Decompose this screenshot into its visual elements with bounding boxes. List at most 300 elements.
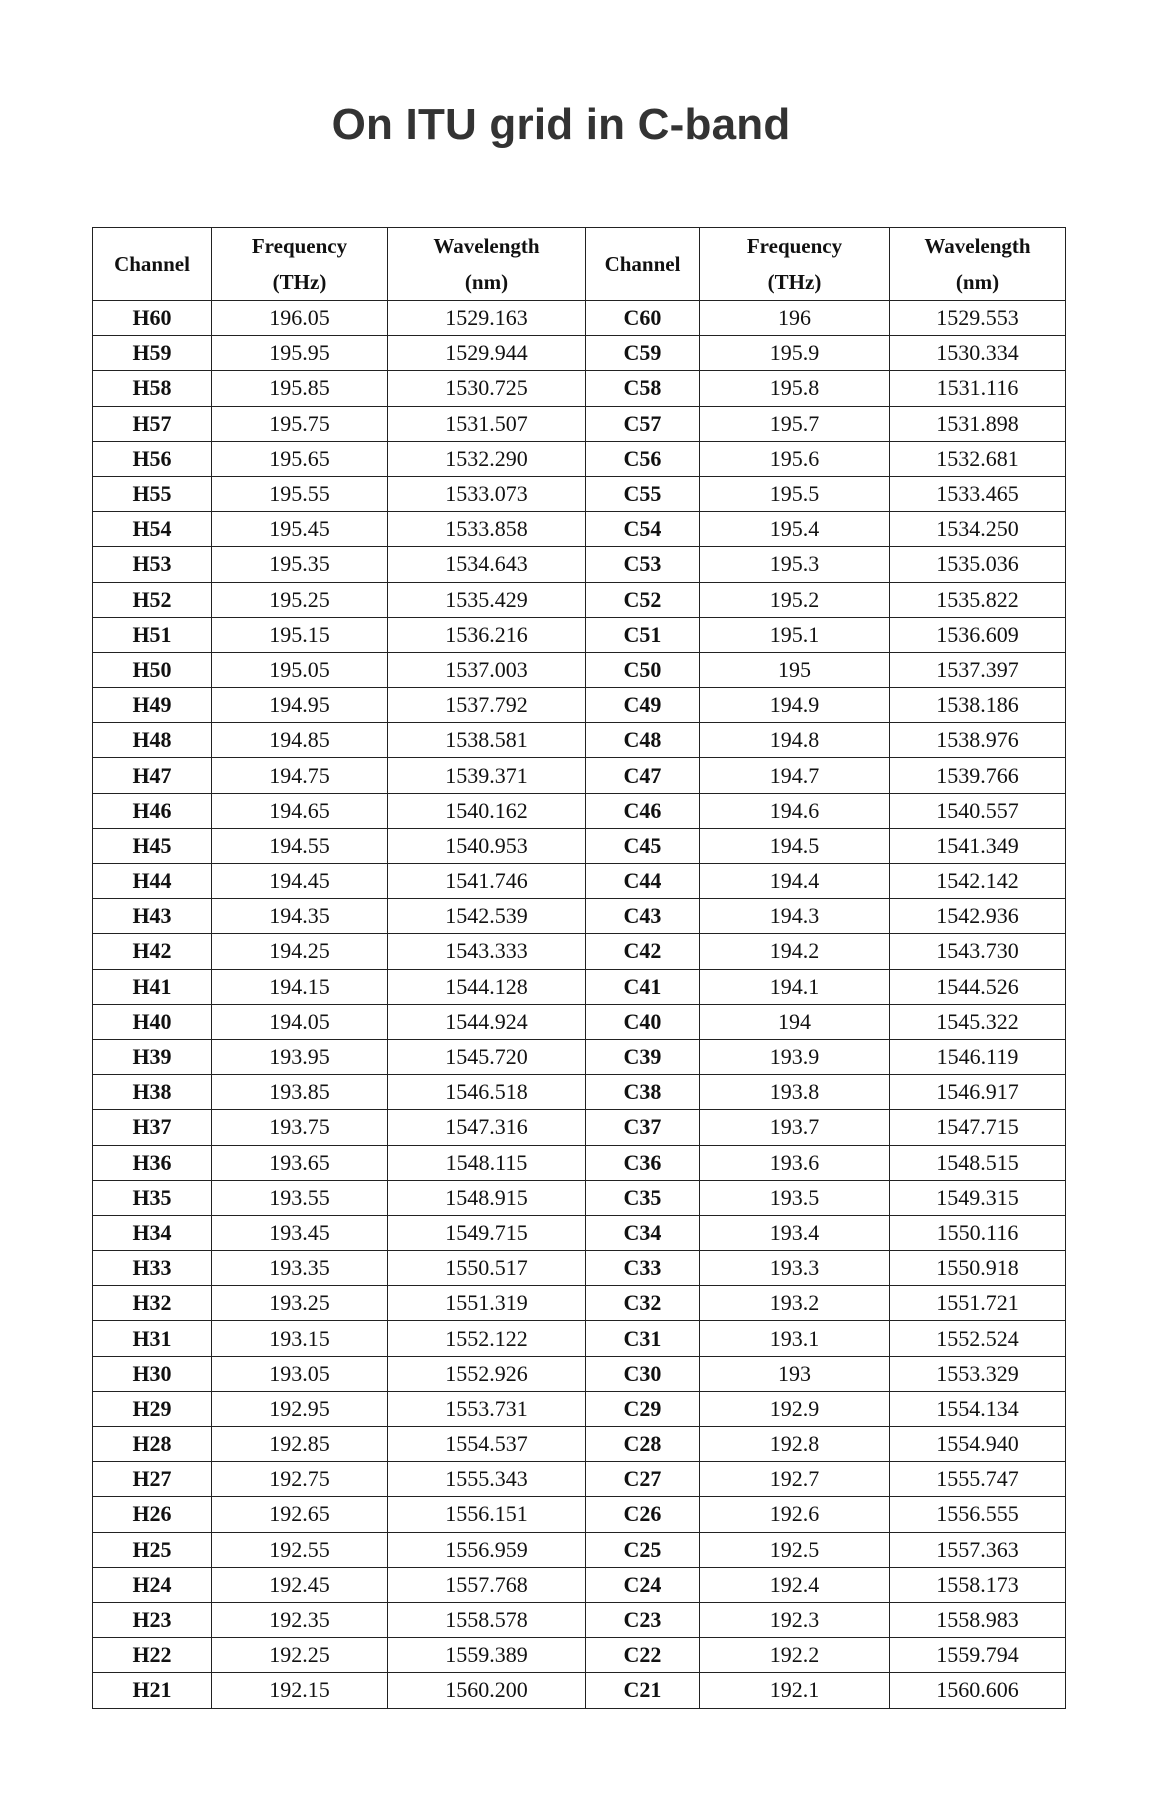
wavelength-c-cell: 1537.397 (890, 652, 1066, 687)
frequency-c-cell: 193.9 (700, 1039, 890, 1074)
wavelength-c-cell: 1549.315 (890, 1180, 1066, 1215)
channel-c-cell: C50 (586, 652, 700, 687)
table-header (93, 228, 1066, 301)
wavelength-c-cell: 1533.465 (890, 476, 1066, 511)
page-title: On ITU grid in C-band (331, 100, 791, 149)
frequency-c-cell: 192.4 (700, 1567, 890, 1602)
channel-h-cell: H24 (93, 1567, 212, 1602)
table-row (93, 1602, 1066, 1637)
channel-c-cell: C32 (586, 1286, 700, 1321)
channel-h-cell: H31 (93, 1321, 212, 1356)
channel-h-cell: H40 (93, 1004, 212, 1039)
header-wavelength-c (890, 228, 1066, 301)
frequency-h-cell: 195.45 (212, 512, 388, 547)
wavelength-h-cell: 1556.151 (388, 1497, 586, 1532)
frequency-h-cell: 192.35 (212, 1602, 388, 1637)
table-row (93, 1215, 1066, 1250)
frequency-h-cell: 192.15 (212, 1673, 388, 1708)
table-row (93, 1321, 1066, 1356)
wavelength-c-cell: 1542.936 (890, 899, 1066, 934)
channel-h-cell: H21 (93, 1673, 212, 1708)
channel-c-cell: C59 (586, 336, 700, 371)
channel-c-cell: C49 (586, 688, 700, 723)
wavelength-h-cell: 1534.643 (388, 547, 586, 582)
frequency-c-cell: 193.5 (700, 1180, 890, 1215)
wavelength-h-cell: 1544.924 (388, 1004, 586, 1039)
frequency-h-cell: 195.25 (212, 582, 388, 617)
frequency-c-cell: 195.9 (700, 336, 890, 371)
channel-c-cell: C39 (586, 1039, 700, 1074)
wavelength-c-cell: 1531.116 (890, 371, 1066, 406)
table-row (93, 1427, 1066, 1462)
channel-h-cell: H27 (93, 1462, 212, 1497)
channel-c-cell: C33 (586, 1251, 700, 1286)
channel-c-cell: C52 (586, 582, 700, 617)
header-frequency-unit: (THz) (767, 270, 822, 294)
frequency-c-cell: 193.4 (700, 1215, 890, 1250)
frequency-c-cell: 192.5 (700, 1532, 890, 1567)
channel-c-cell: C41 (586, 969, 700, 1004)
frequency-c-cell: 195.4 (700, 512, 890, 547)
frequency-h-cell: 192.75 (212, 1462, 388, 1497)
frequency-h-cell: 192.25 (212, 1638, 388, 1673)
header-wavelength-unit: (nm) (464, 270, 509, 294)
channel-h-cell: H53 (93, 547, 212, 582)
channel-h-cell: H54 (93, 512, 212, 547)
channel-c-cell: C48 (586, 723, 700, 758)
frequency-c-cell: 192.8 (700, 1427, 890, 1462)
table-row (93, 1110, 1066, 1145)
frequency-h-cell: 194.95 (212, 688, 388, 723)
wavelength-c-cell: 1539.766 (890, 758, 1066, 793)
wavelength-h-cell: 1544.128 (388, 969, 586, 1004)
channel-c-cell: C47 (586, 758, 700, 793)
wavelength-h-cell: 1541.746 (388, 864, 586, 899)
frequency-h-cell: 193.15 (212, 1321, 388, 1356)
wavelength-c-cell: 1550.918 (890, 1251, 1066, 1286)
wavelength-c-cell: 1555.747 (890, 1462, 1066, 1497)
header-wavelength-h (388, 228, 586, 301)
frequency-c-cell: 192.9 (700, 1391, 890, 1426)
wavelength-c-cell: 1546.119 (890, 1039, 1066, 1074)
table-row (93, 1462, 1066, 1497)
channel-h-cell: H25 (93, 1532, 212, 1567)
table-row (93, 969, 1066, 1004)
frequency-c-cell: 195.3 (700, 547, 890, 582)
table-row (93, 1673, 1066, 1708)
frequency-c-cell: 194.5 (700, 828, 890, 863)
wavelength-c-cell: 1556.555 (890, 1497, 1066, 1532)
channel-h-cell: H26 (93, 1497, 212, 1532)
frequency-h-cell: 193.95 (212, 1039, 388, 1074)
frequency-h-cell: 193.45 (212, 1215, 388, 1250)
table-row (93, 1286, 1066, 1321)
wavelength-c-cell: 1530.334 (890, 336, 1066, 371)
wavelength-h-cell: 1547.316 (388, 1110, 586, 1145)
frequency-h-cell: 194.65 (212, 793, 388, 828)
table-row (93, 301, 1066, 336)
header-channel-h (93, 228, 212, 301)
header-wavelength-unit: (nm) (955, 270, 1000, 294)
table-row (93, 1145, 1066, 1180)
wavelength-h-cell: 1533.858 (388, 512, 586, 547)
channel-h-cell: H43 (93, 899, 212, 934)
wavelength-h-cell: 1553.731 (388, 1391, 586, 1426)
table-row (93, 406, 1066, 441)
frequency-c-cell: 195.5 (700, 476, 890, 511)
wavelength-c-cell: 1544.526 (890, 969, 1066, 1004)
table-row (93, 1075, 1066, 1110)
wavelength-h-cell: 1535.429 (388, 582, 586, 617)
wavelength-h-cell: 1536.216 (388, 617, 586, 652)
header-frequency-h (212, 228, 388, 301)
frequency-c-cell: 195.8 (700, 371, 890, 406)
wavelength-h-cell: 1558.578 (388, 1602, 586, 1637)
channel-c-cell: C26 (586, 1497, 700, 1532)
frequency-c-cell: 193.3 (700, 1251, 890, 1286)
channel-h-cell: H55 (93, 476, 212, 511)
frequency-c-cell: 194 (700, 1004, 890, 1039)
wavelength-h-cell: 1552.926 (388, 1356, 586, 1391)
frequency-c-cell: 194.8 (700, 723, 890, 758)
wavelength-h-cell: 1554.537 (388, 1427, 586, 1462)
channel-h-cell: H38 (93, 1075, 212, 1110)
frequency-c-cell: 195.1 (700, 617, 890, 652)
frequency-c-cell: 194.2 (700, 934, 890, 969)
frequency-c-cell: 193.1 (700, 1321, 890, 1356)
frequency-h-cell: 193.25 (212, 1286, 388, 1321)
wavelength-c-cell: 1548.515 (890, 1145, 1066, 1180)
channel-c-cell: C30 (586, 1356, 700, 1391)
frequency-h-cell: 194.25 (212, 934, 388, 969)
table-row (93, 793, 1066, 828)
wavelength-h-cell: 1559.389 (388, 1638, 586, 1673)
channel-h-cell: H52 (93, 582, 212, 617)
wavelength-h-cell: 1557.768 (388, 1567, 586, 1602)
wavelength-h-cell: 1548.115 (388, 1145, 586, 1180)
frequency-c-cell: 195.6 (700, 441, 890, 476)
channel-c-cell: C29 (586, 1391, 700, 1426)
table-row (93, 688, 1066, 723)
frequency-c-cell: 195.7 (700, 406, 890, 441)
channel-c-cell: C37 (586, 1110, 700, 1145)
wavelength-c-cell: 1538.186 (890, 688, 1066, 723)
wavelength-c-cell: 1560.606 (890, 1673, 1066, 1708)
frequency-h-cell: 195.65 (212, 441, 388, 476)
frequency-c-cell: 195 (700, 652, 890, 687)
wavelength-h-cell: 1551.319 (388, 1286, 586, 1321)
frequency-c-cell: 192.2 (700, 1638, 890, 1673)
frequency-c-cell: 192.6 (700, 1497, 890, 1532)
itu-grid-table (92, 227, 1066, 1709)
frequency-h-cell: 193.75 (212, 1110, 388, 1145)
channel-c-cell: C46 (586, 793, 700, 828)
wavelength-c-cell: 1542.142 (890, 864, 1066, 899)
channel-h-cell: H39 (93, 1039, 212, 1074)
table-row (93, 723, 1066, 758)
header-frequency-c (700, 228, 890, 301)
channel-c-cell: C54 (586, 512, 700, 547)
frequency-h-cell: 194.55 (212, 828, 388, 863)
wavelength-h-cell: 1560.200 (388, 1673, 586, 1708)
table-row (93, 1532, 1066, 1567)
channel-c-cell: C27 (586, 1462, 700, 1497)
frequency-h-cell: 194.85 (212, 723, 388, 758)
channel-c-cell: C35 (586, 1180, 700, 1215)
wavelength-c-cell: 1552.524 (890, 1321, 1066, 1356)
wavelength-h-cell: 1550.517 (388, 1251, 586, 1286)
channel-h-cell: H57 (93, 406, 212, 441)
table-row (93, 1567, 1066, 1602)
table-row (93, 617, 1066, 652)
frequency-h-cell: 195.35 (212, 547, 388, 582)
channel-c-cell: C21 (586, 1673, 700, 1708)
channel-h-cell: H28 (93, 1427, 212, 1462)
channel-c-cell: C45 (586, 828, 700, 863)
channel-c-cell: C36 (586, 1145, 700, 1180)
channel-h-cell: H36 (93, 1145, 212, 1180)
frequency-c-cell: 192.3 (700, 1602, 890, 1637)
channel-h-cell: H33 (93, 1251, 212, 1286)
channel-c-cell: C53 (586, 547, 700, 582)
frequency-h-cell: 192.45 (212, 1567, 388, 1602)
wavelength-c-cell: 1546.917 (890, 1075, 1066, 1110)
channel-c-cell: C28 (586, 1427, 700, 1462)
table-row (93, 1004, 1066, 1039)
table-row (93, 899, 1066, 934)
table-row (93, 1039, 1066, 1074)
channel-h-cell: H58 (93, 371, 212, 406)
table-row (93, 652, 1066, 687)
channel-h-cell: H45 (93, 828, 212, 863)
table-row (93, 476, 1066, 511)
channel-c-cell: C57 (586, 406, 700, 441)
channel-h-cell: H30 (93, 1356, 212, 1391)
frequency-c-cell: 194.3 (700, 899, 890, 934)
wavelength-h-cell: 1542.539 (388, 899, 586, 934)
wavelength-h-cell: 1543.333 (388, 934, 586, 969)
table-row (93, 828, 1066, 863)
wavelength-h-cell: 1530.725 (388, 371, 586, 406)
channel-h-cell: H60 (93, 301, 212, 336)
table-row (93, 1391, 1066, 1426)
frequency-c-cell: 195.2 (700, 582, 890, 617)
wavelength-c-cell: 1559.794 (890, 1638, 1066, 1673)
frequency-c-cell: 193.6 (700, 1145, 890, 1180)
channel-h-cell: H48 (93, 723, 212, 758)
frequency-h-cell: 194.15 (212, 969, 388, 1004)
channel-c-cell: C44 (586, 864, 700, 899)
frequency-h-cell: 193.65 (212, 1145, 388, 1180)
wavelength-c-cell: 1531.898 (890, 406, 1066, 441)
table-row (93, 1180, 1066, 1215)
wavelength-c-cell: 1553.329 (890, 1356, 1066, 1391)
frequency-h-cell: 194.45 (212, 864, 388, 899)
wavelength-c-cell: 1536.609 (890, 617, 1066, 652)
frequency-c-cell: 193.2 (700, 1286, 890, 1321)
channel-c-cell: C43 (586, 899, 700, 934)
frequency-h-cell: 195.95 (212, 336, 388, 371)
frequency-h-cell: 195.15 (212, 617, 388, 652)
table-body (93, 301, 1066, 1709)
channel-c-cell: C58 (586, 371, 700, 406)
channel-c-cell: C60 (586, 301, 700, 336)
wavelength-h-cell: 1556.959 (388, 1532, 586, 1567)
table-row (93, 1497, 1066, 1532)
wavelength-c-cell: 1554.134 (890, 1391, 1066, 1426)
header-row (93, 228, 1066, 301)
wavelength-h-cell: 1552.122 (388, 1321, 586, 1356)
wavelength-c-cell: 1529.553 (890, 301, 1066, 336)
channel-c-cell: C25 (586, 1532, 700, 1567)
channel-c-cell: C40 (586, 1004, 700, 1039)
wavelength-h-cell: 1529.163 (388, 301, 586, 336)
frequency-c-cell: 196 (700, 301, 890, 336)
channel-h-cell: H22 (93, 1638, 212, 1673)
table-row (93, 1638, 1066, 1673)
frequency-c-cell: 194.7 (700, 758, 890, 793)
wavelength-c-cell: 1535.822 (890, 582, 1066, 617)
table-row (93, 371, 1066, 406)
header-channel-label: Channel (604, 252, 681, 276)
channel-h-cell: H46 (93, 793, 212, 828)
frequency-c-cell: 192.7 (700, 1462, 890, 1497)
frequency-h-cell: 193.35 (212, 1251, 388, 1286)
frequency-h-cell: 193.05 (212, 1356, 388, 1391)
header-wavelength-label: Wavelength (924, 234, 1031, 258)
table-row (93, 512, 1066, 547)
channel-h-cell: H35 (93, 1180, 212, 1215)
channel-c-cell: C42 (586, 934, 700, 969)
wavelength-h-cell: 1540.953 (388, 828, 586, 863)
header-channel-label: Channel (114, 252, 190, 276)
channel-h-cell: H37 (93, 1110, 212, 1145)
wavelength-h-cell: 1546.518 (388, 1075, 586, 1110)
table-row (93, 336, 1066, 371)
frequency-h-cell: 192.65 (212, 1497, 388, 1532)
frequency-h-cell: 193.85 (212, 1075, 388, 1110)
table-row (93, 1356, 1066, 1391)
frequency-h-cell: 192.55 (212, 1532, 388, 1567)
frequency-c-cell: 193.7 (700, 1110, 890, 1145)
frequency-h-cell: 195.75 (212, 406, 388, 441)
wavelength-h-cell: 1537.003 (388, 652, 586, 687)
frequency-h-cell: 195.05 (212, 652, 388, 687)
wavelength-c-cell: 1551.721 (890, 1286, 1066, 1321)
table-row (93, 441, 1066, 476)
frequency-c-cell: 193.8 (700, 1075, 890, 1110)
frequency-h-cell: 194.35 (212, 899, 388, 934)
wavelength-h-cell: 1532.290 (388, 441, 586, 476)
wavelength-h-cell: 1545.720 (388, 1039, 586, 1074)
channel-h-cell: H42 (93, 934, 212, 969)
frequency-c-cell: 193 (700, 1356, 890, 1391)
channel-c-cell: C34 (586, 1215, 700, 1250)
wavelength-c-cell: 1554.940 (890, 1427, 1066, 1462)
wavelength-h-cell: 1548.915 (388, 1180, 586, 1215)
channel-h-cell: H47 (93, 758, 212, 793)
table-row (93, 547, 1066, 582)
frequency-c-cell: 192.1 (700, 1673, 890, 1708)
channel-h-cell: H29 (93, 1391, 212, 1426)
wavelength-c-cell: 1543.730 (890, 934, 1066, 969)
wavelength-h-cell: 1529.944 (388, 336, 586, 371)
header-channel-c (586, 228, 700, 301)
channel-c-cell: C38 (586, 1075, 700, 1110)
header-frequency-unit: (THz) (272, 270, 327, 294)
channel-c-cell: C56 (586, 441, 700, 476)
wavelength-h-cell: 1555.343 (388, 1462, 586, 1497)
channel-h-cell: H50 (93, 652, 212, 687)
wavelength-h-cell: 1540.162 (388, 793, 586, 828)
wavelength-h-cell: 1537.792 (388, 688, 586, 723)
wavelength-c-cell: 1558.983 (890, 1602, 1066, 1637)
header-wavelength-label: Wavelength (433, 234, 540, 258)
channel-h-cell: H23 (93, 1602, 212, 1637)
frequency-h-cell: 196.05 (212, 301, 388, 336)
wavelength-h-cell: 1549.715 (388, 1215, 586, 1250)
channel-c-cell: C55 (586, 476, 700, 511)
wavelength-c-cell: 1534.250 (890, 512, 1066, 547)
wavelength-c-cell: 1545.322 (890, 1004, 1066, 1039)
frequency-h-cell: 195.55 (212, 476, 388, 511)
frequency-c-cell: 194.6 (700, 793, 890, 828)
channel-c-cell: C23 (586, 1602, 700, 1637)
wavelength-c-cell: 1538.976 (890, 723, 1066, 758)
channel-c-cell: C51 (586, 617, 700, 652)
frequency-c-cell: 194.9 (700, 688, 890, 723)
wavelength-c-cell: 1532.681 (890, 441, 1066, 476)
channel-c-cell: C31 (586, 1321, 700, 1356)
wavelength-c-cell: 1540.557 (890, 793, 1066, 828)
channel-c-cell: C22 (586, 1638, 700, 1673)
wavelength-c-cell: 1541.349 (890, 828, 1066, 863)
frequency-c-cell: 194.4 (700, 864, 890, 899)
wavelength-c-cell: 1558.173 (890, 1567, 1066, 1602)
channel-c-cell: C24 (586, 1567, 700, 1602)
wavelength-c-cell: 1550.116 (890, 1215, 1066, 1250)
channel-h-cell: H56 (93, 441, 212, 476)
wavelength-c-cell: 1557.363 (890, 1532, 1066, 1567)
frequency-h-cell: 193.55 (212, 1180, 388, 1215)
frequency-h-cell: 192.95 (212, 1391, 388, 1426)
table-row (93, 1251, 1066, 1286)
table-row (93, 934, 1066, 969)
wavelength-h-cell: 1539.371 (388, 758, 586, 793)
frequency-h-cell: 195.85 (212, 371, 388, 406)
frequency-h-cell: 192.85 (212, 1427, 388, 1462)
channel-h-cell: H51 (93, 617, 212, 652)
frequency-c-cell: 194.1 (700, 969, 890, 1004)
wavelength-h-cell: 1531.507 (388, 406, 586, 441)
table-row (93, 758, 1066, 793)
wavelength-c-cell: 1547.715 (890, 1110, 1066, 1145)
wavelength-h-cell: 1538.581 (388, 723, 586, 758)
frequency-h-cell: 194.05 (212, 1004, 388, 1039)
wavelength-h-cell: 1533.073 (388, 476, 586, 511)
channel-h-cell: H49 (93, 688, 212, 723)
header-frequency-label: Frequency (746, 234, 843, 258)
channel-h-cell: H41 (93, 969, 212, 1004)
frequency-h-cell: 194.75 (212, 758, 388, 793)
table-row (93, 582, 1066, 617)
channel-h-cell: H59 (93, 336, 212, 371)
channel-h-cell: H34 (93, 1215, 212, 1250)
wavelength-c-cell: 1535.036 (890, 547, 1066, 582)
table-row (93, 864, 1066, 899)
channel-h-cell: H44 (93, 864, 212, 899)
header-frequency-label: Frequency (251, 234, 348, 258)
